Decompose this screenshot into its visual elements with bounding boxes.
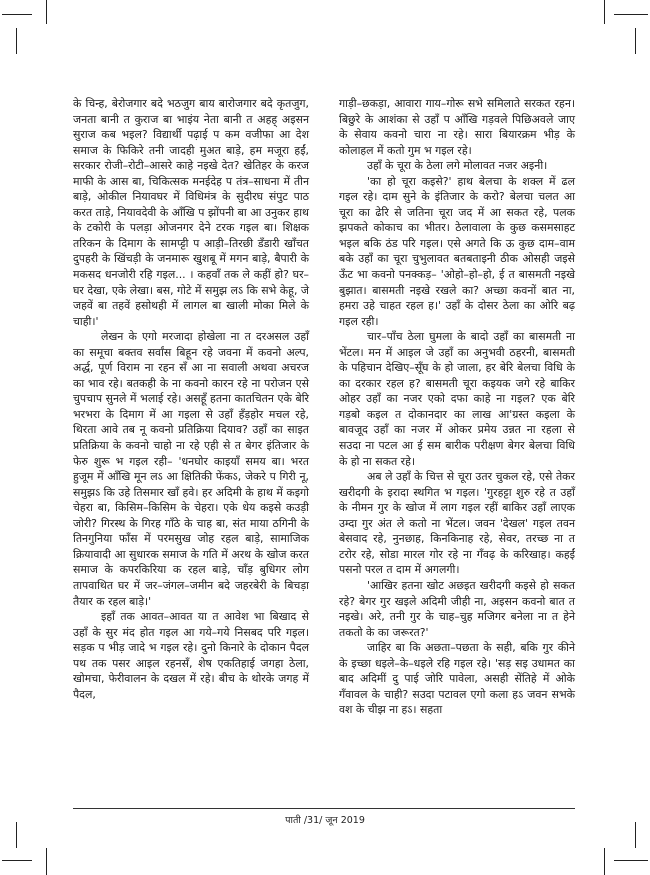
crop-mark-top-left-v2: [16, 28, 17, 54]
crop-mark-bottom-right-h: [614, 860, 648, 861]
crop-mark-top-left-h: [2, 14, 32, 15]
right-paragraph-2: उहाँ के चूरा के ठेला लगे मोलावत नजर अइनी।: [367, 159, 548, 173]
right-paragraph-1: गाड़ी–छकड़ा, आवारा गाय–गोरू सभे समिलाते सरकत रहन। बिछुरे के आशंका से उहाँ प आँखि गड़वले पिछिअवले जाए के सेवाय कवनो चारा ना रहे। सारा बियारक्रम भीड़ के कोलाहल में कतो गुम भ गइल रहे।: [339, 97, 575, 157]
right-paragraph-4: चार–पाँच ठेला घुमला के बादो उहाँ का बासमती ना भेंटल। मन में आइल जे उहाँ का अनुभवी ठहरनी, बासमती के पहिचान देखिए–सूँघ के हो जाला, हर बेरि बेलचा विधि के का दरकार रहल ह? बासमती चूरा कइयक जगे रहे बाकिर ओहर उहाँ का नजर एको दफा काहे ना गइल? एक बेरि गड़बो कइल त दोकानदार का लाख आ'ग्रस्त कइला के बावजूद उहाँ का नजर में ओकर प्रमेय उन्नत ना रहला से सउदा ना पटल आ ई सम बारीक परीक्षण बेगर बेलचा विधि के हो ना सकत रहे।: [339, 330, 575, 468]
crop-mark-top-right-v2: [635, 28, 636, 54]
left-column: [73, 96, 309, 702]
crop-mark-top-right-h: [614, 14, 648, 15]
right-paragraph-3: 'का हो चूरा कइसे?' हाथ बेलचा के शक्ल में ढल गइल रहे। दाम सुने के इंतिजार के करो? बेलचा चलत आ चूरा का ढेरि से जतिना चूरा जद में आ सकत रहे, पलक झपकते कोकाच का भीतर। ठेलावाला के कुछ कसमसाहट भइल बकि ठंड परि गइल। एसे अगते कि ऊ कुछ दाम–वाम बके उहाँ का चूरा चुभुलावत बतबताइनी ठीक ओसही जइसे ऊँट भा कवनो पनक्कड़– 'ओहो–हो–हो, ई त बासमती नइखे बुझात। बासमती नइखे रखले का? अच्छा कवनों बात ना, हमरा उहे चाहत रहल ह।' उहाँ के दोसर ठेला का ओरि बढ़ गइल रही।: [339, 174, 575, 328]
right-paragraph-7: जाहिर बा कि अछता–पछता के सही, बकि गुर कीने के इच्छा धइले–के–धइले रहि गइल रहे। 'सड़ सइ उधामत का बाद अदिमीं दु पाई जोरि पावेला, असही सेंतिहे में ओके गँवावल के चाही? सउदा पटावल एगो कला हऽ जवन सभके वश के चीझ ना हऽ। सहता: [339, 641, 575, 717]
crop-mark-top-right-v: [604, 0, 605, 24]
crop-mark-bottom-right-v: [604, 848, 605, 875]
crop-mark-bottom-left-v: [46, 848, 47, 875]
crop-mark-bottom-left-h: [2, 860, 32, 861]
right-paragraph-5: अब ले उहाँ के चित्त से चूरा उतर चुकल रहे, एसे तेकर खरीदगी के इरादा स्थगित भ गइल। 'गुरहट्टा शुरु रहे त उहाँ के नीमन गुर के खोज में लाग गइल रहीं बाकिर उहाँ लाएक उम्दा गुर अंत ले कतो ना भेंटल। जवन 'देखल' गइल तवन बेसवाद रहे, नुनछाह, किनकिनाह रहे, सेवर, तरच्छ ना त टरोर रहे, सोडा मारल गोर रहे ना गँवढ़ के करिखाह। कहईं पसनो परल त दाम में अगलगी।: [339, 470, 575, 577]
right-paragraph-6: 'आखिर हतना खोट अछइत खरीदगी कइसे हो सकत रहे? बेगर गुर खइले अदिमी जीही ना, अइसन कवनो बात त नइखे। अरे, तनी गुर के चाह–चुह मजिगर बनेला ना त हेने तकतो के का जरूरत?': [339, 578, 575, 639]
footer-rule: [73, 808, 575, 809]
right-column: [339, 96, 575, 718]
left-paragraph-1: के चिन्ह, बेरोजगार बदे भठजुग बाय बारोजगार बदे कृतजुग, जनता बानी त कुराज बा भाइंय नेता बानी त अहह् अइसन सुराज कब भइल? विद्यार्थी पढ़ाई प कम वजीफा आ देश समाज के फिकिरे तनी जादही मुअत बाड़े, हम मजूरा हईं, सरकार रोजी–रोटी–आसरे काहे नइखे देत? खेतिहर के करज माफी के आस बा, चिकित्सक मनईदेह प तंत्र–साधना में तीन बाड़े, ओकील नियावघर में विधिमंत्र के सुदीरघ संपुट पाठ करत ताड़े, नियावदेवी के आँखि प झोंपनी बा आ उनुकर हाथ के टकोरी के पलड़ा ओजनगर देने टरक गइल बा। शिक्षक तरिकन के दिमाग के सामप्ट्टी प आड़ी–तिरछी डँडारी खाँचत दुपहरी के खिंचड़ी के जनमारू खुशबू में मगन बाड़े, बैपारी के मकसद धनजोरी रहि गइल... । कहवाँ तक ले कहीं हो? घर–घर देखा, एके लेखा। बस, गोटे में समुझ लऽ कि सभे केहू, जे जहवें बा तहवें हसोथही में लागल बा खाली मोका मिले के चाही।': [73, 97, 309, 328]
left-paragraph-3: इहाँ तक आवत–आवत या त आवेश भा बिखाद से उहाँ के सुर मंद होत गइल आ गये–गये निसबद परि गइल। सड़क प भीड़ जादे भ गइल रहे। दुनो किनारे के दोकान पैदल पथ तक पसर आइल रहनसँ, शेष एकतिहाई जगहा ठेला, खोमचा, फेरीवालन के दखल में रहे। बीच के थोरके जगह में पैदल,: [73, 610, 309, 701]
left-paragraph-2: लेखन के एगो मरजादा होखेला ना त दरअसल उहाँ का समूचा बक्तव सर्वांस बिहून रहे जवना में कवनो अल्प, अर्द्ध, पूर्ण विराम ना रहन सँ आ ना सवाली अथवा अचरज का भाव रहे। बतकही के ना कवनो कारन रहे ना परोजन एसे चुपचाप सुनले में भलाई रहे। असहूँ हतना कातचितन एके बेरि भरभरा के दिमाग में आ गइला से उहाँ हँड़होर मचल रहे, थिरता आवे तब नू कवनो प्रतिक्रिया दियाव? उहाँ का साइत प्रतिक्रिया के कवनो चाहो ना रहे एही से त बेगर इंतिजार के फेरु शुरू भ गइल रही– 'धनघोर काइयाँ समय बा। भरत हुजूम में आँखि मून लऽ आ क्षितिकी फेंकऽ, जेकरे प गिरी नू, समुझऽ कि उहे तिसमार खाँ हवे। हर अदिमी के हाथ में कइगो चेहरा बा, किसिम–किसिम के चेहरा। एके धेय कइसे कउड़ी जोरी? गिरस्थ के गिरह गाँठे के चाह बा, संत माया ठगिनी के तिनगुनिया फाँस में परमसुख जोह रहल बाड़े, सामाजिक क्रियावादी आ सुधारक समाज के गति में अरथ के खोज करत समाज के कपरकिरिया क रहल बाड़े, चाँड़ बुधिगर लोग तापवाथित घर में जर–जंगल–जमीन बदे जहरबेरी के बिचड़ा तैयार क रहल बाड़े।': [73, 330, 309, 608]
page-footer: पाती /31/ जून 2019: [285, 815, 365, 826]
crop-mark-top-left-v: [46, 0, 47, 24]
